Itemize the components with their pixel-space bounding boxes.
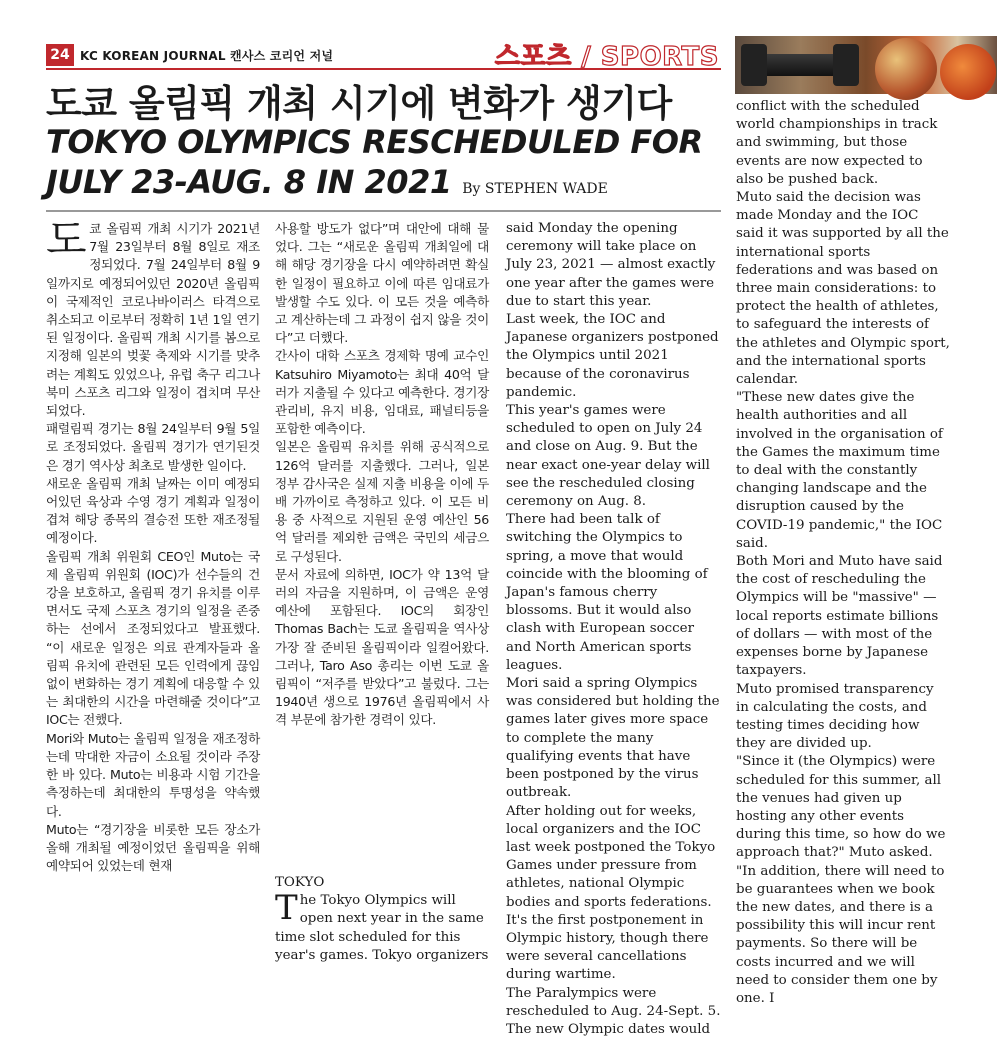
paragraph: After holding out for weeks, local organizers and the IOC last week postponed the Tokyo Games under pressure from athletes, national Olympic bodies and sports federations. <box>506 803 716 910</box>
page-number: 24 <box>46 44 74 66</box>
byline: By STEPHEN WADE <box>462 181 608 197</box>
ball-image <box>940 44 996 100</box>
paragraph: 사용할 방도가 없다”며 대안에 대해 물었다. 그는 “새로운 올림픽 개최일에 대해 해당 경기장을 다시 예약하려면 확실한 일정이 필요하고 이에 따른 임대료가 발생할 수도 있다. 이 모든 것을 예측하고 계산하는데 그 과정이 쉽지 않을 것이다”고 더했다. <box>275 221 489 346</box>
basketball-image <box>875 38 937 100</box>
paragraph: Mori와 Muto는 올림픽 일정을 재조정하는데 막대한 자금이 소요될 것이라 주장한 바 있다. Muto는 비용과 시험 기간을 측정하는데 최대한의 투명성을 약속했다. <box>46 730 260 819</box>
english-column-3 <box>506 220 722 1037</box>
english-column-start <box>275 874 489 980</box>
dateline: TOKYO <box>275 875 325 890</box>
dumbbell-image <box>745 54 855 76</box>
headline-english <box>46 122 736 209</box>
drop-cap: 도 <box>46 215 87 264</box>
paragraph: Last week, the IOC and Japanese organizers postponed the Olympics until 2021 because of the coronavirus pandemic. <box>506 312 719 400</box>
paragraph: 문서 자료에 의하면, IOC가 약 13억 달러의 자금을 지원하며, 이 금액은 운영 예산에 포함된다. IOC의 회장인 Thomas Bach는 도쿄 올림픽을 역사상 가장 잘 준비된 올림픽이라 일컬어왔다. 그러나, Taro Aso 총리는 이번 도쿄 올림픽이 “저주를 받았다”고 불렀다. 그는 1940년 생으로 1976년 올림픽에서 사격 부문에 참가한 경력이 있다. <box>275 566 489 728</box>
paragraph: There had been talk of switching the Olympics to spring, a move that would coincide with the blooming of Japan's famous cherry blossoms. But it would also clash with European soccer and North American sports leagues. <box>506 512 708 673</box>
headline-rule <box>46 210 721 212</box>
english-column-4 <box>736 98 950 1006</box>
paragraph: 간사이 대학 스포츠 경제학 명예 교수인 Katsuhiro Miyamoto는 최대 40억 달러가 지출될 수 있다고 예측한다. 경기장 관리비, 유지 비용, 임대료, 패널티등을 포함한 예측이다. <box>275 348 489 437</box>
section-label: 스포츠 / SPORTS <box>494 42 719 72</box>
paragraph: Muto는 “경기장을 비롯한 모든 장소가 올해 개최될 예정이었던 올림픽을 위해 예약되어 있었는데 현재 <box>46 821 260 874</box>
headline-korean: 도쿄 올림픽 개최 시기에 변화가 생기다 <box>46 82 672 125</box>
paragraph: said Monday the opening ceremony will take place on July 23, 2021 — almost exactly one year after the games were due to start this year. <box>506 221 716 309</box>
paragraph: This year's games were scheduled to open on July 24 and close on Aug. 9. But the near exact one-year delay will see the rescheduled closing ceremony on Aug. 8. <box>506 403 710 510</box>
paragraph: The new Olympic dates would <box>506 1021 711 1037</box>
paragraph: conflict with the scheduled world championships in track and swimming, but those events are now expected to also be pushed back. <box>736 99 938 187</box>
sports-equipment-photo <box>735 36 997 94</box>
headline-english-text: TOKYO OLYMPICS RESCHEDULED FOR JULY 23-AUG. 8 IN 2021 <box>46 123 703 201</box>
paragraph: The Tokyo Olympics will open next year in the same time slot scheduled for this year's games. Tokyo organizers <box>275 888 489 963</box>
paragraph: 패럴림픽 경기는 8월 24일부터 9월 5일로 조정되었다. 올림픽 경기가 연기된것은 경기 역사상 최초로 발생한 일이다. <box>46 421 260 473</box>
paragraph: "Since it (the Olympics) were scheduled for this summer, all the venues had given up hosting any other events during this time, so how do we approach that?" Muto asked. "In addition, there will need to be guarantees when we book the new dates, and there is a possibility this will incur rent payments. So there will be costs incurred and we will need to consider them one by one. I <box>736 754 946 1006</box>
paragraph: 새로운 올림픽 개최 날짜는 이미 예정되어있던 육상과 수영 경기 계획과 일정이 겹쳐 해당 종목의 결승전 또한 재조정될 예정이다. <box>46 475 260 546</box>
paragraph: The Paralympics were rescheduled to Aug. 24-Sept. 5. <box>506 985 721 1019</box>
paragraph: "These new dates give the health authorities and all involved in the organisation of the Games the maximum time to deal with the constantly changing landscape and the disruption caused by the COVID-19 pandemic," the IOC said. <box>736 390 943 551</box>
paragraph: 일본은 올림픽 유치를 위해 공식적으로 126억 달러를 지출했다. 그러나, 일본 정부 감사국은 실제 지출 비용을 이에 두 배 가까이로 측정하고 있다. 이 모든 비용 중 사적으로 지원된 운영 예산인 56억 달러를 제외한 금액은 국민의 세금으로 구성된다. <box>275 439 489 564</box>
paragraph: Muto promised transparency in calculating the costs, and testing times deciding how they are divided up. <box>736 681 934 752</box>
paragraph: It's the first postponement in Olympic history, though there were several cancellations during wartime. <box>506 912 709 983</box>
paragraph: 도쿄 올림픽 개최 시기가 2021년 7월 23일부터 8월 8일로 재조정되었다. 7월 24일부터 8월 9일까지로 예정되어있던 2020년 올림픽이 국제적인 코로나바이러스 타격으로 취소되고 이로부터 정확히 1년 1일 연기된 일정이다. 올림픽 개최 시기를 봄으로 지정해 일본의 벚꽃 축제와 시기를 맞추려는 계획도 있었으나, 유럽 축구 리그나 북미 스포츠 리그와 일정이 겹치며 무산되었다. <box>46 215 260 419</box>
journal-name: KC KOREAN JOURNAL 캔사스 코리언 저널 <box>80 49 334 63</box>
paragraph: 올림픽 개최 위원회 CEO인 Muto는 국제 올림픽 위원회 (IOC)가 선수들의 건강을 보호하고, 올림픽 경기 유치를 이루면서도 국제 스포츠 경기의 일정을 존중하는 선에서 조정되었다고 발표했다. “이 새로운 일정은 의료 관계자들과 올림픽 유치에 관련된 모든 인력에게 끊임없이 변화하는 경기 계획에 대응할 수 있는 최대한의 시간을 마련해줄 것이다”고 IOC는 전했다. <box>46 548 260 728</box>
korean-column-1 <box>46 215 260 980</box>
paragraph: Mori said a spring Olympics was considered but holding the games later gives more space to complete the many qualifying events that have been postponed by the virus outbreak. <box>506 676 720 801</box>
page-header <box>46 40 721 70</box>
paragraph: Both Mori and Muto have said the cost of rescheduling the Olympics will be "massive" — local reports estimate billions of dollars — with most of the expenses borne by Japanese taxpayers. <box>736 554 943 679</box>
drop-cap: T <box>275 888 298 929</box>
korean-column-2 <box>275 220 489 860</box>
paragraph: Muto said the decision was made Monday and the IOC said it was supported by all the international sports federations and was based on three main considerations: to protect the health of athletes, to safeguard the interests of the athletes and Olympic sport, and the international sports calendar. <box>736 190 950 388</box>
